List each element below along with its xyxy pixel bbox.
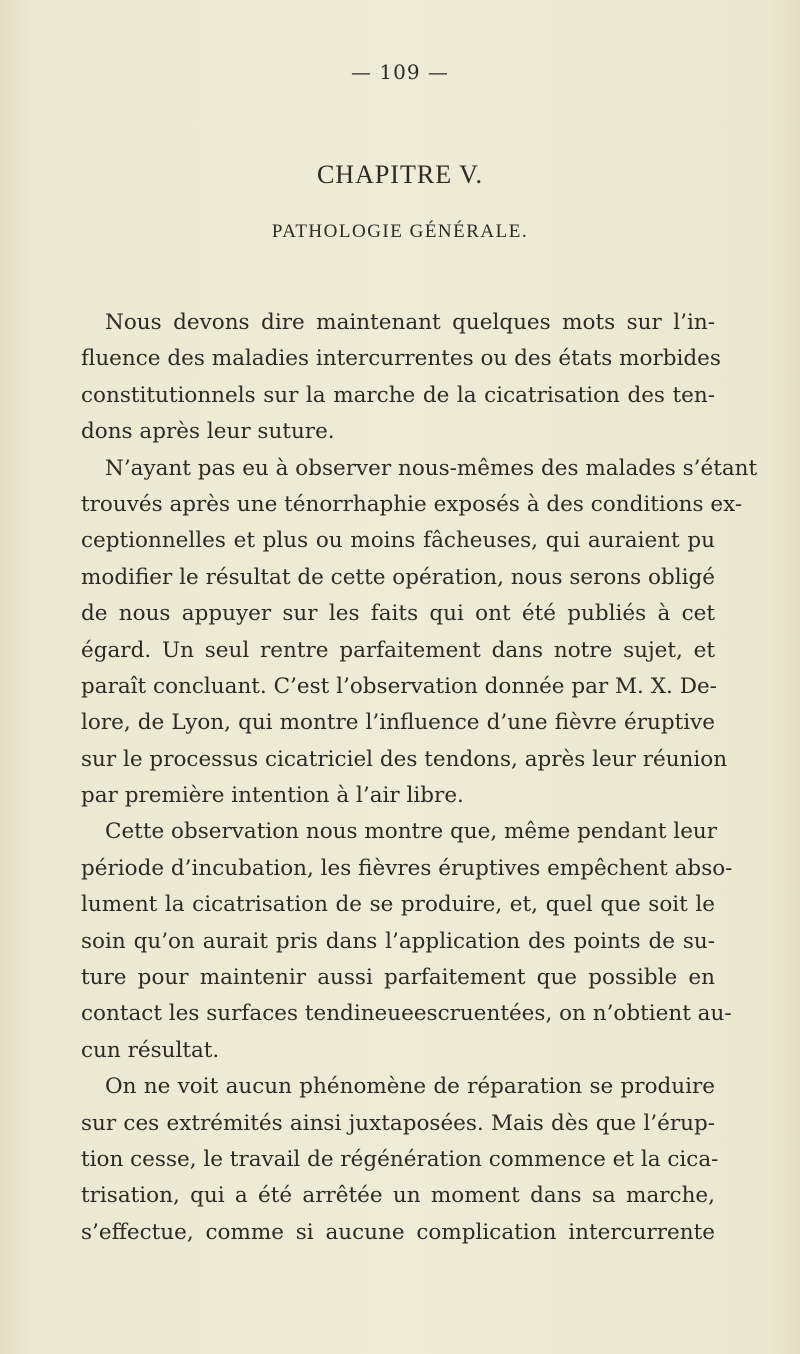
text-line: tion cesse, le travail de régénération commence et la cica-	[81, 1146, 719, 1172]
text-line: égard. Un seul rentre parfaitement dans notre sujet, et	[81, 637, 715, 663]
text-line: constitutionnels sur la marche de la cicatrisation des ten-	[81, 382, 715, 408]
text-line: s’effectue, comme si aucune complication intercurrente	[81, 1219, 715, 1245]
text-line: trouvés après une ténorrhaphie exposés à des conditions ex-	[81, 491, 743, 517]
text-line: paraît concluant. C’est l’observation donnée par M. X. De-	[81, 673, 717, 699]
body-text	[81, 305, 758, 1251]
text-line: fluence des maladies intercurrentes ou des états morbides	[81, 346, 721, 372]
text-line: période d’incubation, les fièvres éruptives empêchent abso-	[81, 855, 733, 881]
text-line: cun résultat.	[81, 1037, 220, 1063]
page-number: — 109 —	[351, 60, 449, 84]
text-line: de nous appuyer sur les faits qui ont été publiés à cet	[81, 601, 715, 627]
text-line: contact les surfaces tendineueescruentées, on n’obtient au-	[81, 1001, 732, 1027]
text-line: sur ces extrémités ainsi juxtaposées. Mais dès que l’érup-	[81, 1110, 715, 1136]
text-line: dons après leur suture.	[81, 419, 335, 445]
text-line: sur le processus cicatriciel des tendons, après leur réunion	[81, 746, 728, 772]
chapter-title: CHAPITRE V.	[316, 160, 484, 189]
text-line: Nous devons dire maintenant quelques mots sur l’in-	[105, 310, 715, 335]
text-line: lore, de Lyon, qui montre l’influence d’une fièvre éruptive	[81, 710, 715, 736]
text-line: soin qu’on aurait pris dans l’application des points de su-	[81, 928, 715, 954]
section-title: PATHOLOGIE GÉNÉRALE.	[271, 221, 529, 242]
text-line: N’ayant pas eu à observer nous-mêmes des malades s’étant	[105, 455, 758, 481]
text-line: par première intention à l’air libre.	[81, 783, 464, 809]
text-line: trisation, qui a été arrêtée un moment dans sa marche,	[81, 1183, 715, 1209]
text-line: Cette observation nous montre que, même pendant leur	[105, 819, 718, 845]
text-line: ceptionnelles et plus ou moins fâcheuses, qui auraient pu	[81, 528, 715, 554]
text-line: On ne voit aucun phénomène de réparation se produire	[105, 1074, 715, 1100]
text-line: lument la cicatrisation de se produire, et, quel que soit le	[81, 892, 715, 918]
text-line: ture pour maintenir aussi parfaitement que possible en	[81, 965, 715, 991]
text-line: modifier le résultat de cette opération, nous serons obligé	[81, 564, 715, 590]
